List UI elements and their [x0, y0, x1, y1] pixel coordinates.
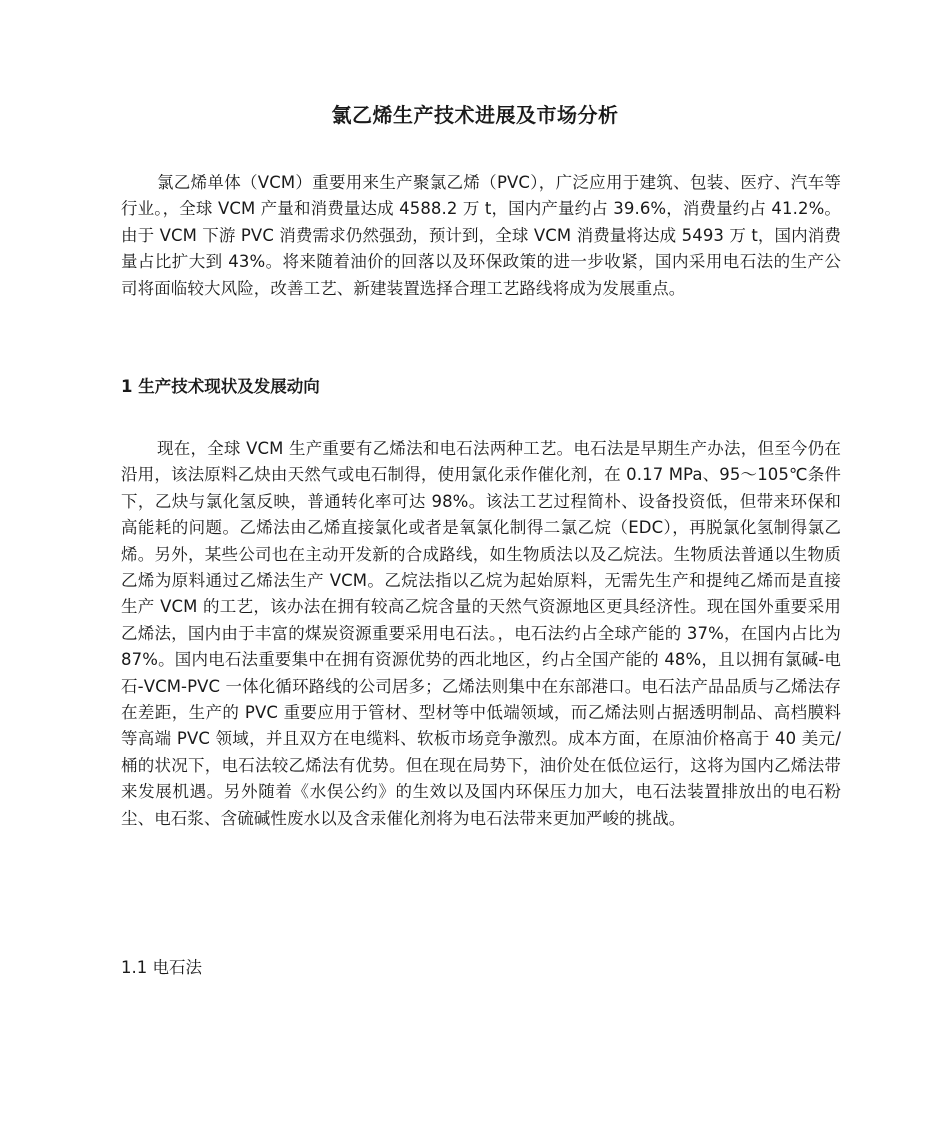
section-1-heading: 1 生产技术现状及发展动向 — [121, 377, 320, 396]
section-1-paragraph: 现在，全球 VCM 生产重要有乙烯法和电石法两种工艺。电石法是早期生产办法，但至今仍在沿用，该法原料乙炔由天然气或电石制得，使用氯化汞作催化剂，在 0.17 MPa、95～105℃条件下，乙炔与氯化氢反映，普通转化率可达 98%。该法工艺过程简朴、设备投资低，但带来环保和高能耗的问题。乙烯法由乙烯直接氯化或者是氧氯化制得二氯乙烷（EDC），再脱氯化氢制得氯乙烯。另外，某些公司也在主动开发新的合成路线，如生物质法以及乙烷法。生物质法普通以生物质乙烯为原料通过乙烯法生产 VCM。乙烷法指以乙烷为起始原料，无需先生产和提纯乙烯而是直接生产 VCM 的工艺，该办法在拥有较高乙烷含量的天然气资源地区更具经济性。现在国外重要采用乙烯法，国内由于丰富的煤炭资源重要采用电石法。，电石法约占全球产能的 37%，在国内占比为 87%。国内电石法重要集中在拥有资源优势的西北地区，约占全国产能的 48%，且以拥有氯碱-电石-VCM-PVC 一体化循环路线的公司居多；乙烯法则集中在东部港口。电石法产品品质与乙烯法存在差距，生产的 PVC 重要应用于管材、型材等中低端领域，而乙烯法则占据透明制品、高档膜料等高端 PVC 领域，并且双方在电缆料、软板市场竞争激烈。成本方面，在原油价格高于 40 美元/桶的状况下，电石法较乙烯法有优势。但在现在局势下，油价处在低位运行，这将为国内乙烯法带来发展机遇。另外随着《水俣公约》的生效以及国内环保压力加大，电石法装置排放出的电石粉尘、电石浆、含硫碱性废水以及含汞催化剂将为电石法带来更加严峻的挑战。 — [121, 439, 841, 828]
document-title: 氯乙烯生产技术进展及市场分析 — [331, 103, 619, 127]
intro-paragraph: 氯乙烯单体（VCM）重要用来生产聚氯乙烯（PVC），广泛应用于建筑、包装、医疗、汽车等行业。，全球 VCM 产量和消费量达成 4588.2 万 t，国内产量约占 39.6%，消费量约占 41.2%。由于 VCM 下游 PVC 消费需求仍然强劲，预计到，全球 VCM 消费量将达成 5493 万 t，国内消费量占比扩大到 43%。将来随着油价的回落以及环保政策的进一步收紧，国内采用电石法的生产公司将面临较大风险，改善工艺、新建装置选择合理工艺路线将成为发展重点。 — [121, 173, 841, 298]
subsection-1-1-heading: 1.1 电石法 — [121, 958, 202, 977]
